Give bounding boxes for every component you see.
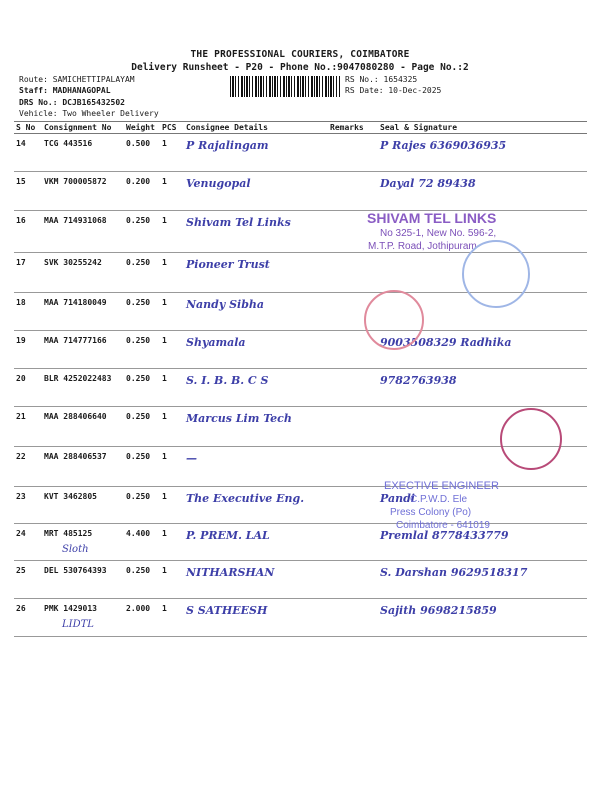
route-line: Route: SAMICHETTIPALAYAM <box>19 75 135 84</box>
pcs-cell: 1 <box>160 331 184 369</box>
exec-stamp-line2: Press Colony (Po) <box>390 507 472 518</box>
sno-cell: 16 <box>14 211 42 253</box>
remarks-cell <box>328 172 378 211</box>
weight-cell: 2.000 <box>124 599 160 637</box>
weight-cell: 0.250 <box>124 211 160 253</box>
remarks-cell <box>328 369 378 407</box>
consignment-cell <box>42 524 124 561</box>
sno-cell: 25 <box>14 561 42 599</box>
sno-cell: 22 <box>14 447 42 487</box>
consignment-cell: KVT 3462805 <box>42 487 124 524</box>
sno-cell: 15 <box>14 172 42 211</box>
weight-cell: 0.250 <box>124 487 160 524</box>
consignee-handwriting: Shyamala <box>184 331 328 369</box>
seal-signature: 9782763938 <box>378 369 587 407</box>
handwritten-note: LIDTL <box>62 619 94 630</box>
consignment-cell: DEL 530764393 <box>42 561 124 599</box>
shivam-stamp-name: SHIVAM TEL LINKS <box>367 210 497 226</box>
consignment-cell: TCG 443516 <box>42 134 124 172</box>
consignee-handwriting: P. PREM. LAL <box>184 524 328 561</box>
sno-cell: 18 <box>14 293 42 331</box>
remarks-cell <box>328 487 378 524</box>
pcs-cell: 1 <box>160 369 184 407</box>
col-consignment: Consignment No <box>42 122 124 134</box>
consignee-handwriting: Marcus Lim Tech <box>184 407 328 447</box>
remarks-cell <box>328 134 378 172</box>
consignment-cell <box>42 599 124 637</box>
consignment-number: PMK 1429013 <box>44 604 97 613</box>
remarks-cell <box>328 253 378 293</box>
pcs-cell: 1 <box>160 447 184 487</box>
consignee-handwriting: P Rajalingam <box>184 134 328 172</box>
table-row <box>14 369 587 407</box>
shivam-stamp-addr2: M.T.P. Road, Jothipuram <box>368 241 477 252</box>
pcs-cell: 1 <box>160 487 184 524</box>
table-row <box>14 331 587 369</box>
rs-number: RS No.: 1654325 <box>345 75 418 84</box>
seal-signature: Premlal 8778433779 <box>378 524 587 561</box>
weight-cell: 0.250 <box>124 447 160 487</box>
table-row <box>14 487 587 524</box>
remarks-cell <box>328 407 378 447</box>
weight-cell: 0.250 <box>124 293 160 331</box>
consignment-cell: MAA 714180049 <box>42 293 124 331</box>
sno-cell: 14 <box>14 134 42 172</box>
seal-signature: Sajith 9698215859 <box>378 599 587 637</box>
weight-cell: 0.250 <box>124 561 160 599</box>
col-pcs: PCS <box>160 122 184 134</box>
seal-signature: 9003508329 Radhika <box>378 331 587 369</box>
consignment-cell: VKM 700005872 <box>42 172 124 211</box>
company-title: THE PROFESSIONAL COURIERS, COIMBATORE <box>190 49 410 60</box>
weight-cell: 0.250 <box>124 253 160 293</box>
pcs-cell: 1 <box>160 253 184 293</box>
shivam-stamp-addr1: No 325-1, New No. 596-2, <box>380 228 497 239</box>
col-remarks: Remarks <box>328 122 378 134</box>
pcs-cell: 1 <box>160 599 184 637</box>
seal-signature: Pandi <box>378 487 587 524</box>
consignee-handwriting: Shivam Tel Links <box>184 211 328 253</box>
consignee-handwriting: The Executive Eng. <box>184 487 328 524</box>
drs-line: DRS No.: DCJB165432502 <box>19 98 125 107</box>
exec-stamp-line1: C.P.W.D. Ele <box>410 494 468 505</box>
weight-cell: 0.250 <box>124 369 160 407</box>
round-seal-stamp <box>462 240 530 308</box>
vehicle-line: Vehicle: Two Wheeler Delivery <box>19 109 159 118</box>
consignee-handwriting: S. I. B. B. C S <box>184 369 328 407</box>
pcs-cell: 1 <box>160 561 184 599</box>
consignment-cell: MAA 288406640 <box>42 407 124 447</box>
table-row <box>14 172 587 211</box>
sno-cell: 17 <box>14 253 42 293</box>
barcode <box>230 76 340 97</box>
consignee-handwriting: Pioneer Trust <box>184 253 328 293</box>
table-header-row <box>14 122 587 134</box>
remarks-cell <box>328 599 378 637</box>
consignee-handwriting: NITHARSHAN <box>184 561 328 599</box>
round-seal-stamp-red <box>364 290 424 350</box>
exec-stamp-line3: Coimbatore - 641019 <box>396 520 490 531</box>
pcs-cell: 1 <box>160 172 184 211</box>
handwritten-note: Sloth <box>62 544 89 555</box>
col-sno: S No <box>14 122 42 134</box>
sno-cell: 21 <box>14 407 42 447</box>
consignee-handwriting: Venugopal <box>184 172 328 211</box>
pcs-cell: 1 <box>160 134 184 172</box>
consignee-handwriting: — <box>184 447 328 487</box>
rs-date: RS Date: 10-Dec-2025 <box>345 86 442 95</box>
delivery-table <box>14 121 587 637</box>
sno-cell: 23 <box>14 487 42 524</box>
table-row <box>14 447 587 487</box>
pcs-cell: 1 <box>160 293 184 331</box>
weight-cell: 0.500 <box>124 134 160 172</box>
exec-stamp-title: EXECTIVE ENGINEER <box>384 480 499 492</box>
consignment-cell: BLR 4252022483 <box>42 369 124 407</box>
table-row <box>14 561 587 599</box>
table-row <box>14 134 587 172</box>
remarks-cell <box>328 447 378 487</box>
seal-signature: S. Darshan 9629518317 <box>378 561 587 599</box>
sno-cell: 26 <box>14 599 42 637</box>
consignment-cell: MAA 288406537 <box>42 447 124 487</box>
consignment-cell: MAA 714777166 <box>42 331 124 369</box>
remarks-cell <box>328 524 378 561</box>
staff-line: Staff: MADHANAGOPAL <box>19 86 111 95</box>
table-row <box>14 524 587 561</box>
sno-cell: 20 <box>14 369 42 407</box>
round-seal-stamp-engineering <box>500 408 562 470</box>
col-seal: Seal & Signature <box>378 122 587 134</box>
consignment-number: MRT 485125 <box>44 529 93 538</box>
sno-cell: 24 <box>14 524 42 561</box>
weight-cell: 0.250 <box>124 407 160 447</box>
consignment-cell: MAA 714931068 <box>42 211 124 253</box>
remarks-cell <box>328 561 378 599</box>
weight-cell: 0.250 <box>124 331 160 369</box>
pcs-cell: 1 <box>160 524 184 561</box>
consignment-cell: SVK 30255242 <box>42 253 124 293</box>
seal-signature: P Rajes 6369036935 <box>378 134 587 172</box>
table-row <box>14 599 587 637</box>
sno-cell: 19 <box>14 331 42 369</box>
runsheet-subtitle: Delivery Runsheet - P20 - Phone No.:9047080280 - Page No.:2 <box>131 62 469 73</box>
consignee-handwriting: S SATHEESH <box>184 599 328 637</box>
col-weight: Weight <box>124 122 160 134</box>
pcs-cell: 1 <box>160 407 184 447</box>
weight-cell: 4.400 <box>124 524 160 561</box>
weight-cell: 0.200 <box>124 172 160 211</box>
seal-signature: Dayal 72 89438 <box>378 172 587 211</box>
col-consignee: Consignee Details <box>184 122 328 134</box>
pcs-cell: 1 <box>160 211 184 253</box>
consignee-handwriting: Nandy Sibha <box>184 293 328 331</box>
